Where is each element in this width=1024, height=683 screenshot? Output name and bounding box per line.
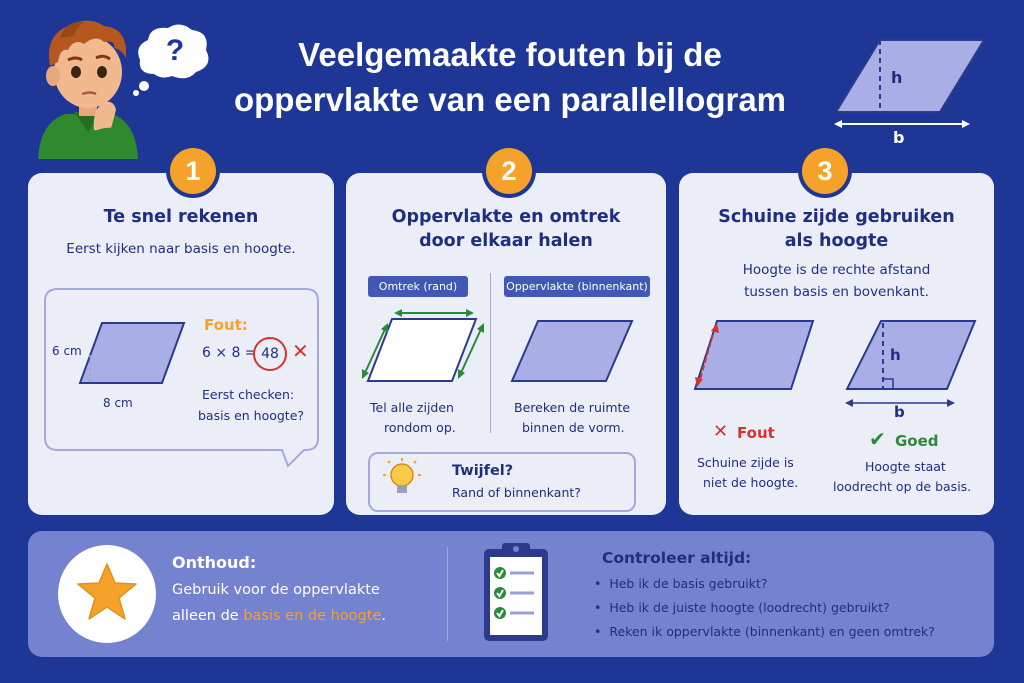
area-text-2: binnen de vorm.: [522, 420, 625, 435]
header-b-label: b: [893, 128, 905, 147]
check-item-1: • Heb ik de basis gebruikt?: [594, 576, 768, 591]
card-2-title-line-2: door elkaar halen: [419, 231, 593, 251]
check-item-2-text: Heb ik de juiste hoogte (loodrecht) gebruikt?: [609, 600, 890, 615]
card-3-title-line-2: als hoogte: [784, 231, 889, 251]
perimeter-text-2: rondom op.: [384, 420, 456, 435]
title-line-1: Veelgemaakte fouten bij de: [298, 36, 722, 73]
card-2-title-line-1: Oppervlakte en omtrek: [391, 207, 621, 227]
card-3-title-line-1: Schuine zijde gebruiken: [718, 207, 955, 227]
lightbulb-icon: [382, 457, 422, 503]
wrong-cross-icon: ✕: [713, 421, 729, 442]
card-3-sub-line-1: Hoogte is de rechte afstand: [742, 262, 931, 278]
step-badge-3: 3: [802, 148, 848, 194]
clipboard-icon: [480, 541, 552, 645]
doubt-text: Rand of binnenkant?: [452, 485, 581, 500]
card-fast-calculating: [28, 173, 334, 515]
correct-height-parallelogram: [841, 319, 981, 411]
wrong-text-2: niet de hoogte.: [703, 475, 799, 490]
card-1-title: Te snel rekenen: [103, 207, 259, 227]
card-3-sub-line-2: tussen basis en bovenkant.: [744, 284, 929, 300]
check-line-1: Eerst checken:: [202, 387, 295, 402]
check-item-2: • Heb ik de juiste hoogte (loodrecht) gebruikt?: [594, 600, 890, 615]
doubt-title: Twijfel?: [452, 463, 514, 479]
thinking-boy-illustration: [30, 14, 145, 159]
header-h-label: h: [891, 68, 903, 87]
tag-area: Oppervlakte (binnenkant): [504, 276, 650, 297]
check-line-2: basis en hoogte?: [198, 408, 305, 423]
question-mark: ?: [165, 34, 185, 67]
step-badge-1: 1: [170, 148, 216, 194]
good-text-1: Hoogte staat: [865, 459, 946, 474]
wrong-text-1: Schuine zijde is: [697, 455, 794, 470]
side-length-label: 6 cm: [52, 344, 82, 358]
good-check-icon: ✔: [869, 427, 886, 451]
card-1-subtitle: Eerst kijken naar basis en hoogte.: [66, 241, 296, 257]
card-slanted-side: [679, 173, 994, 515]
bottom-summary-bar: [28, 531, 994, 657]
area-text-1: Bereken de ruimte: [514, 400, 631, 415]
header-parallelogram-diagram: [830, 36, 1000, 146]
remember-line-2-pre: alleen de: [172, 608, 244, 624]
perimeter-text-1: Tel alle zijden: [370, 400, 454, 415]
page-title: [170, 32, 850, 122]
step-badge-2: 2: [486, 148, 532, 194]
check-item-3-text: Reken ik oppervlakte (binnenkant) en geen omtrek?: [609, 624, 935, 639]
wrong-height-parallelogram: [691, 319, 821, 395]
remember-highlight: basis en de hoogte: [243, 608, 382, 624]
bottom-divider: [447, 547, 448, 641]
area-parallelogram: [508, 319, 638, 385]
base-length-label: 8 cm: [103, 396, 133, 410]
check-title: Controleer altijd:: [602, 549, 752, 567]
good-label: Goed: [895, 432, 939, 450]
title-line-2: oppervlakte van een parallellogram: [233, 81, 787, 118]
star-icon: [76, 561, 138, 623]
remember-line-2: [172, 608, 386, 624]
parallelogram-1: [72, 319, 192, 389]
good-text-2: loodrecht op de basis.: [833, 479, 972, 494]
perimeter-parallelogram: [352, 305, 492, 385]
tag-perimeter: Omtrek (rand): [368, 276, 468, 297]
wrong-label: Fout: [737, 424, 775, 442]
result-circle: 48: [253, 337, 287, 371]
base-b-label: b: [894, 403, 905, 421]
cross-icon: ✕: [292, 339, 309, 363]
remember-line-2-post: .: [381, 608, 386, 624]
remember-line-1: Gebruik voor de oppervlakte: [172, 582, 380, 598]
check-item-3: • Reken ik oppervlakte (binnenkant) en geen omtrek?: [594, 624, 935, 639]
fout-label: Fout:: [204, 316, 248, 334]
card-area-perimeter: [346, 173, 666, 515]
remember-title: Onthoud:: [172, 553, 257, 572]
wrong-calculation: 6 × 8 =: [202, 345, 257, 361]
height-h-label: h: [890, 346, 901, 364]
check-item-1-text: Heb ik de basis gebruikt?: [609, 576, 768, 591]
